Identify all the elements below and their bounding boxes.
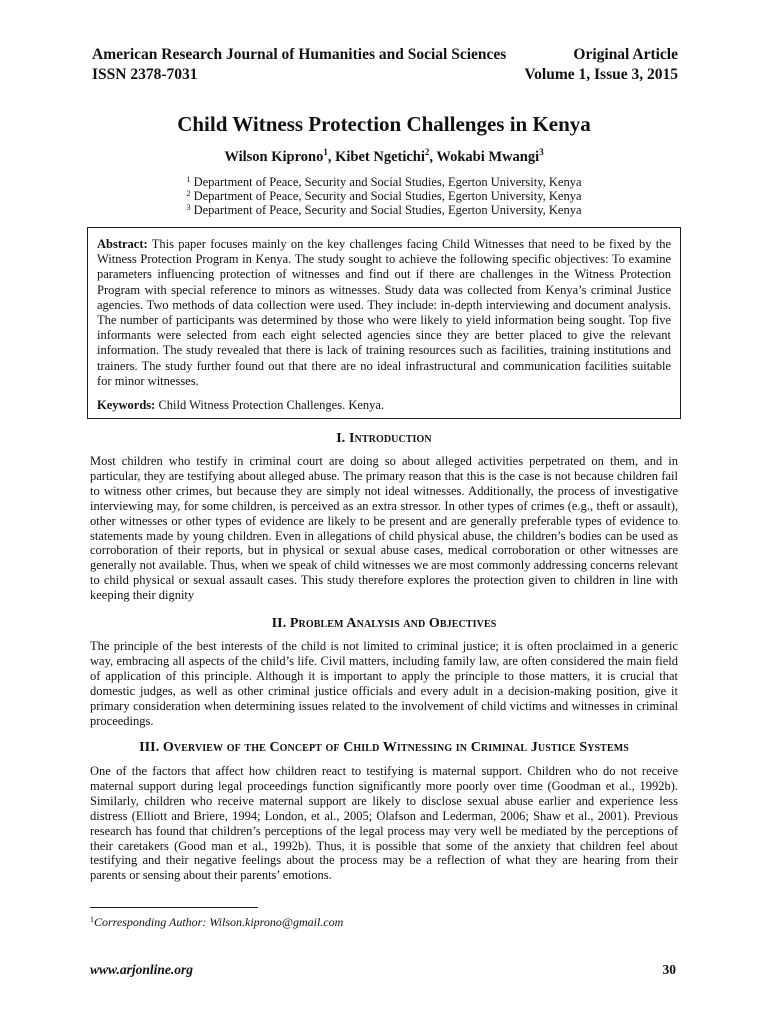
author-name: Wokabi Mwangi xyxy=(436,149,540,165)
abstract xyxy=(97,237,671,389)
issn: ISSN 2378-7031 xyxy=(92,66,198,83)
footer-url[interactable]: www.arjonline.org xyxy=(90,962,194,977)
journal-name: American Research Journal of Humanities and Social Sciences xyxy=(92,46,507,63)
affiliation: $^2$ Department of Peace, Security and Social Studies, Egerton University, Kenya xyxy=(186,189,582,203)
section-heading-overview: III. Overview of the Concept of Child Witnessing in Criminal Justice Systems xyxy=(139,740,629,755)
corresponding-author: Corresponding Author: Wilson.kiprono@gmail.com xyxy=(94,915,344,929)
abstract-box xyxy=(87,227,681,419)
footnote: $^1$Corresponding Author: Wilson.kiprono@gmail.com xyxy=(90,915,344,929)
author-list: Wilson Kiprono$^1$, Kibet Ngetichi$^2$, Wokabi Mwangi$^3$ xyxy=(224,147,544,165)
abstract-text: This paper focuses mainly on the key challenges facing Child Witnesses that need to be fixed by the Witness Protection Program in Kenya. The study sought to achieve the following specific objectives: To examine parameters influencing protection of witnesses and find out if there are challenges in the Witness Protection Program with special reference to minors as witnesses. Study data was collected from Kenya’s criminal Justice agencies. Two methods of data collection were used. They include: in-depth interviewing and document analysis. The number of participants was determined by those who were likely to yield information being sought. Top five informants were selected from each eight selected agencies since they are better placed to give the relevant information. The study revealed that there is lack of training resources such as facilities, training institutions and trainers. The study further found out that there are no ideal infrastructural and communication facilities suitable for minor witnesses. xyxy=(97,237,671,388)
section-body-problem-analysis: The principle of the best interests of the child is not limited to criminal justice; it is often proclaimed in a generic way, embracing all aspects of the child’s life. Civil matters, including family law, are often considered the main field of application of this principle. Although it is important to apply the principle to those matters, it is crucial that domestic judges, as well as other criminal justice officials and every adult in a decision-making position, give it primary consideration when determining issues related to the involvement of child victims and witnesses in criminal proceedings. xyxy=(90,639,678,728)
running-header-line-1 xyxy=(92,46,678,64)
section-body-overview: One of the factors that affect how children react to testifying is maternal support. Children who do not receive maternal support during legal proceedings function significantly more poorly over time (Goodman et al., 1992b). Similarly, children who receive maternal support are likely to disclose sexual abuse earlier and experience less distress (Elliott and Briere, 1994; London, et al., 2005; Olafson and Lederman, 2006; Shaw et al., 2001). Previous research has found that children’s perceptions of the legal process may very well be mediated by the perceptions of their caretakers (Good man et al., 1992b). Thus, it is possible that some of the anxiety that children feel about testifying and their negative feelings about the process may be a reflection of what they are hearing from their parents or sensing about their parents’ emotions. xyxy=(90,764,678,883)
author-name: Wilson Kiprono xyxy=(224,149,324,165)
author-name: Kibet Ngetichi xyxy=(335,149,425,165)
running-header-line-2 xyxy=(92,66,678,84)
volume-issue: Volume 1, Issue 3, 2015 xyxy=(524,66,678,83)
keywords xyxy=(97,398,671,413)
keywords-label: Keywords: xyxy=(97,398,156,413)
affiliations xyxy=(0,175,768,217)
footnote-divider xyxy=(90,907,258,908)
paper-title: Child Witness Protection Challenges in Kenya xyxy=(177,112,591,136)
abstract-label: Abstract: xyxy=(97,237,148,251)
keywords-text: Child Witness Protection Challenges. Kenya. xyxy=(158,398,385,413)
author-sup: 3 xyxy=(539,147,544,157)
affiliation: $^1$ Department of Peace, Security and Social Studies, Egerton University, Kenya xyxy=(186,175,582,189)
article-type: Original Article xyxy=(573,46,678,63)
affiliation: $^3$ Department of Peace, Security and Social Studies, Egerton University, Kenya xyxy=(186,203,582,217)
page-number: 30 xyxy=(662,962,676,977)
author-sup: 1 xyxy=(323,147,328,157)
section-heading-introduction: I. Introduction xyxy=(336,431,432,446)
section-heading-problem-analysis: II. Problem Analysis and Objectives xyxy=(271,616,497,631)
author-sup: 2 xyxy=(424,147,430,157)
section-body-introduction: Most children who testify in criminal court are doing so about alleged activities perpetrated on them, and in particular, they are testifying about alleged abuse. The primary reason that this is the case is not because children fail to witness other crimes, but because they are simply not ideal witnesses. Additionally, the process of investigative interviewing may, for some children, is perceived as an extra stressor. In other types of crimes (e.g., theft or assault), other witnesses or other types of evidence are likely to be present and are generally preferable types of evidence to statements made by young children. Even in allegations of child physical abuse, the children’s bodies can be used as corroboration of their reports, but in physical or sexual abuse cases, medical corroboration or other witnesses are generally not available. Thus, when we speak of child witnesses we are most commonly addressing concerns relevant to child physical or sexual assault cases. This study therefore explores the protection given to children in line with keeping their dignity xyxy=(90,454,678,603)
